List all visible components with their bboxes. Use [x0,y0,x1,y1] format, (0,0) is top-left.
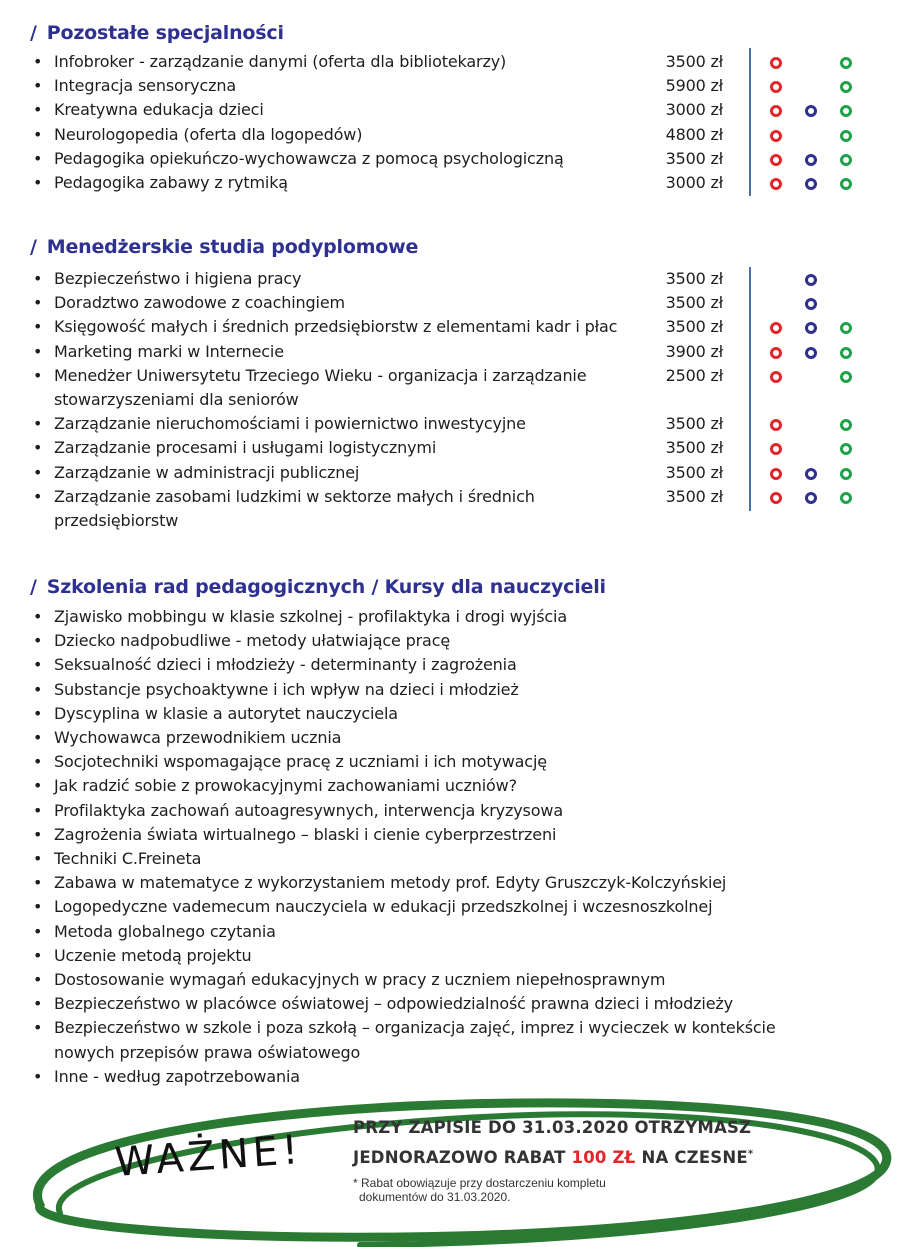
list-pozostale [30,50,723,195]
column-divider [749,48,751,196]
item-name: Wychowawca przewodnikiem ucznia [54,728,342,748]
green-circle-icon [840,347,852,359]
bullet-icon: • [33,873,43,893]
bullet-icon: • [33,800,43,820]
bullet-icon: • [33,341,43,361]
discount-amount: 100 ZŁ [571,1148,636,1167]
section-title-menedzerskie: / Menedżerskie studia podyplomowe [30,236,419,258]
item-name: Bezpieczeństwo w placówce oświatowej – odpowiedzialność prawna dzieci i młodzieży [54,994,733,1014]
list-item [30,895,784,919]
blue-circle-icon [805,347,817,359]
list-item [30,1016,784,1064]
green-circle-icon [840,468,852,480]
list-item [30,147,723,171]
item-price: 3500 zł [665,293,723,313]
blue-circle-icon [805,274,817,286]
item-name: Neurologopedia (oferta dla logopedów) [54,124,363,144]
green-circle-icon [840,81,852,93]
blue-circle-icon [805,298,817,310]
wazne-heading: WAŻNE! [113,1126,304,1186]
list-item [30,315,723,339]
item-name: Substancje psychoaktywne i ich wpływ na dzieci i młodzież [54,679,519,699]
bullet-icon: • [33,269,43,288]
item-name: Seksualność dzieci i młodzieży - determinanty i zagrożenia [54,655,517,675]
list-item [30,726,784,750]
green-circle-icon [840,419,852,431]
column-divider [749,267,751,511]
item-name: Zarządzanie procesami i usługami logistycznymi [54,438,437,458]
red-circle-icon [770,105,782,117]
list-szkolenia [30,605,784,1089]
red-circle-icon [770,154,782,166]
bullet-icon: • [33,1018,43,1038]
bullet-icon: • [33,148,43,168]
list-item [30,461,723,485]
item-name: Zarządzanie zasobami ludzkimi w sektorze małych i średnich przedsiębiorstw [54,486,535,531]
bullet-icon: • [33,76,43,96]
item-name: Uczenie metodą projektu [54,945,252,965]
item-name: Bezpieczeństwo w szkole i poza szkołą – organizacja zajęć, imprez i wycieczek w kontekście nowych przepisów prawa oświatowego [54,1018,776,1062]
item-price: 3500 zł [665,438,723,458]
item-name: Menedżer Uniwersytetu Trzeciego Wieku - organizacja i zarządzanie stowarzyszeniami dla seniorów [54,365,587,410]
list-item [30,774,784,798]
item-name: Kreatywna edukacja dzieci [54,100,264,120]
blue-circle-icon [805,178,817,190]
list-item [30,605,784,629]
green-circle-icon [840,443,852,455]
list-item [30,436,723,460]
bullet-icon: • [33,365,43,385]
bullet-icon: • [33,414,43,434]
list-item [30,267,723,291]
bullet-icon: • [33,824,43,844]
list-item [30,364,723,412]
item-name: Profilaktyka zachowań autoagresywnych, interwencja kryzysowa [54,800,563,820]
item-name: Zjawisko mobbingu w klasie szkolnej - profilaktyka i drogi wyjścia [54,607,567,626]
blue-circle-icon [805,492,817,504]
list-item [30,992,784,1016]
list-item [30,485,723,533]
item-name: Zagrożenia świata wirtualnego – blaski i cienie cyberprzestrzeni [54,824,557,844]
bullet-icon: • [33,317,43,337]
green-circle-icon [840,154,852,166]
list-item [30,629,784,653]
list-item [30,920,784,944]
list-item [30,340,723,364]
bullet-icon: • [33,631,43,651]
item-name: Metoda globalnego czytania [54,921,276,941]
green-circle-icon [840,178,852,190]
item-name: Zabawa w matematyce z wykorzystaniem metody prof. Edyty Gruszczyk-Kolczyńskiej [54,873,727,893]
list-item [30,799,784,823]
item-price: 3500 zł [665,414,723,434]
red-circle-icon [770,468,782,480]
green-circle-icon [840,105,852,117]
green-circle-icon [840,322,852,334]
item-price: 3000 zł [665,100,723,120]
item-name: Infobroker - zarządzanie danymi (oferta dla bibliotekarzy) [54,52,507,71]
item-price: 3500 zł [665,148,723,168]
blue-circle-icon [805,105,817,117]
bullet-icon: • [33,100,43,120]
item-name: Techniki C.Freineta [54,849,202,869]
blue-circle-icon [805,154,817,166]
item-name: Dyscyplina w klasie a autorytet nauczyciela [54,703,398,723]
red-circle-icon [770,178,782,190]
green-circle-icon [840,130,852,142]
bullet-icon: • [33,655,43,675]
item-name: Księgowość małych i średnich przedsiębiorstw z elementami kadr i płac [54,317,618,337]
item-name: Pedagogika opiekuńczo-wychowawcza z pomocą psychologiczną [54,148,564,168]
item-name: Zarządzanie w administracji publicznej [54,462,360,482]
bullet-icon: • [33,1066,43,1086]
item-name: Dziecko nadpobudliwe - metody ułatwiające pracę [54,631,451,651]
item-price: 3500 zł [665,462,723,482]
bullet-icon: • [33,994,43,1014]
item-name: Dostosowanie wymagań edukacyjnych w pracy z uczniem niepełnosprawnym [54,970,666,990]
bullet-icon: • [33,124,43,144]
promo-footnote: * Rabat obowiązuje przy dostarczeniu kompletu dokumentów do 31.03.2020. [353,1176,606,1204]
list-item [30,871,784,895]
item-name: Zarządzanie nieruchomościami i powiernictwo inwestycyjne [54,414,526,434]
item-name: Marketing marki w Internecie [54,341,284,361]
item-price: 3500 zł [665,52,723,71]
bullet-icon: • [33,703,43,723]
list-item [30,98,723,122]
item-name: Inne - według zapotrzebowania [54,1066,300,1086]
list-menedzerskie [30,267,723,533]
list-item [30,944,784,968]
list-item [30,968,784,992]
red-circle-icon [770,81,782,93]
list-item [30,74,723,98]
red-circle-icon [770,419,782,431]
list-item [30,412,723,436]
bullet-icon: • [33,921,43,941]
red-circle-icon [770,322,782,334]
bullet-icon: • [33,607,43,626]
green-circle-icon [840,492,852,504]
item-price: 3000 zł [665,173,723,193]
item-name: Pedagogika zabawy z rytmiką [54,173,288,193]
list-item [30,123,723,147]
promo-line-1: PRZY ZAPISIE DO 31.03.2020 OTRZYMASZ [353,1118,752,1137]
bullet-icon: • [33,52,43,71]
promo-line-2: JEDNORAZOWO RABAT 100 ZŁ NA CZESNE* [353,1148,754,1167]
item-name: Integracja sensoryczna [54,76,236,96]
item-name: Logopedyczne vademecum nauczyciela w edukacji przedszkolnej i wczesnoszkolnej [54,897,713,917]
section-title-szkolenia: / Szkolenia rad pedagogicznych / Kursy dla nauczycieli [30,576,606,598]
red-circle-icon [770,347,782,359]
list-item [30,171,723,195]
red-circle-icon [770,492,782,504]
bullet-icon: • [33,897,43,917]
list-item [30,847,784,871]
green-circle-icon [840,57,852,69]
item-name: Doradztwo zawodowe z coachingiem [54,293,345,313]
red-circle-icon [770,443,782,455]
bullet-icon: • [33,438,43,458]
bullet-icon: • [33,486,43,506]
list-item [30,50,723,74]
item-name: Bezpieczeństwo i higiena pracy [54,269,302,288]
item-price: 3500 zł [665,269,723,288]
bullet-icon: • [33,173,43,193]
item-name: Jak radzić sobie z prowokacyjnymi zachowaniami uczniów? [54,776,517,796]
red-circle-icon [770,130,782,142]
item-price: 5900 zł [665,76,723,96]
list-item [30,291,723,315]
bullet-icon: • [33,462,43,482]
red-circle-icon [770,371,782,383]
item-name: Socjotechniki wspomagające pracę z uczniami i ich motywację [54,752,547,772]
item-price: 4800 zł [665,124,723,144]
item-price: 3500 zł [665,317,723,337]
item-price: 3500 zł [665,486,723,506]
bullet-icon: • [33,679,43,699]
blue-circle-icon [805,322,817,334]
list-item [30,678,784,702]
bullet-icon: • [33,849,43,869]
item-price: 2500 zł [665,365,723,385]
bullet-icon: • [33,970,43,990]
red-circle-icon [770,57,782,69]
list-item [30,750,784,774]
bullet-icon: • [33,752,43,772]
section-title-pozostale: / Pozostałe specjalności [30,22,284,44]
bullet-icon: • [33,776,43,796]
bullet-icon: • [33,945,43,965]
bullet-icon: • [33,728,43,748]
blue-circle-icon [805,468,817,480]
list-item [30,823,784,847]
bullet-icon: • [33,293,43,313]
item-price: 3900 zł [665,341,723,361]
green-circle-icon [840,371,852,383]
list-item [30,702,784,726]
list-item [30,653,784,677]
